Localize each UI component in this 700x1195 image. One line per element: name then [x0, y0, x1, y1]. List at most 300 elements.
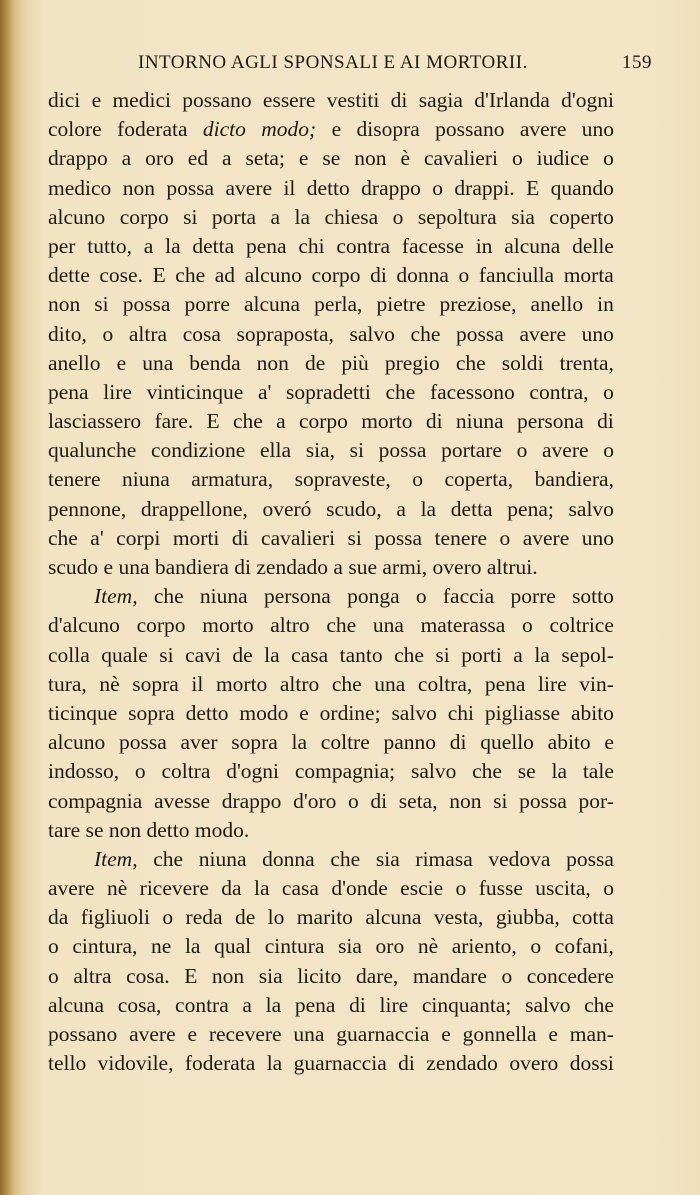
- word: cinquanta;: [421, 992, 512, 1017]
- word: donna: [396, 263, 449, 288]
- word: o: [392, 204, 404, 229]
- word: porre: [184, 292, 230, 317]
- word: sia: [375, 846, 400, 871]
- word: cotta: [572, 905, 614, 930]
- word: bandiera: [154, 555, 235, 579]
- word: o: [501, 963, 513, 988]
- word: coltrice: [549, 613, 614, 638]
- word: e: [103, 555, 119, 579]
- word: la: [165, 233, 181, 258]
- word: essere: [262, 88, 316, 112]
- word: avere: [225, 175, 273, 200]
- text-line: [48, 232, 614, 261]
- word: che: [472, 759, 502, 784]
- word: chi: [298, 233, 325, 258]
- word: corpo: [298, 409, 348, 434]
- word: possa: [378, 438, 427, 463]
- word: vidovile,: [97, 1051, 174, 1076]
- word: quello: [480, 730, 534, 755]
- text-line: [48, 407, 614, 436]
- word: a: [270, 204, 281, 229]
- word: la: [291, 730, 308, 755]
- word: di: [597, 409, 614, 434]
- word: perla,: [314, 292, 363, 317]
- word: fanciulla: [478, 263, 555, 288]
- word: a: [513, 642, 523, 667]
- word: avere: [519, 117, 567, 142]
- word: da: [221, 876, 242, 901]
- word: altra: [73, 963, 112, 988]
- word: sia,: [305, 438, 335, 463]
- word: cavi: [185, 642, 221, 667]
- word: possa: [566, 846, 614, 871]
- word: sopraposta,: [236, 321, 334, 346]
- word: la: [551, 759, 568, 784]
- word: portare: [441, 438, 502, 463]
- word: bandiera,: [534, 467, 614, 492]
- text-line: [48, 436, 614, 465]
- word: avere: [519, 321, 566, 346]
- word: e: [548, 1022, 558, 1046]
- word: vinticinque: [146, 379, 244, 404]
- word: contra: [175, 992, 229, 1017]
- word: dossi: [569, 1051, 614, 1076]
- word: si: [347, 525, 362, 550]
- word: una: [374, 671, 406, 696]
- word: overo: [432, 555, 487, 579]
- word: cosa: [182, 321, 221, 346]
- word: morto: [361, 409, 413, 434]
- word: non: [354, 146, 387, 171]
- word: sia: [258, 963, 283, 988]
- word: contra,: [529, 379, 589, 404]
- word: ponga: [347, 584, 400, 609]
- word: che: [175, 263, 206, 288]
- text-line: [48, 553, 614, 582]
- word: a: [121, 146, 132, 171]
- word: ella: [260, 438, 292, 463]
- text-line: [48, 1020, 614, 1049]
- word: tale: [582, 759, 614, 784]
- word: de: [234, 905, 256, 930]
- word: la: [294, 204, 311, 229]
- word: da: [48, 905, 69, 930]
- word: e: [441, 1022, 451, 1046]
- text-line: [48, 991, 614, 1020]
- word: compagnia;: [294, 759, 396, 784]
- word: chiesa: [324, 204, 379, 229]
- word: alcuno: [48, 730, 106, 755]
- word: seta;: [245, 146, 285, 171]
- word: aver: [180, 730, 218, 755]
- word: a: [242, 992, 252, 1017]
- word: quando: [550, 175, 614, 200]
- word: armatura,: [191, 467, 274, 492]
- word: lire: [538, 671, 567, 696]
- word: niuna: [198, 846, 247, 871]
- word: che: [153, 846, 184, 871]
- word: fare.: [154, 409, 194, 434]
- word: detta: [450, 496, 493, 521]
- text-line: [48, 524, 614, 553]
- word: lire: [379, 992, 409, 1017]
- word: possano: [48, 1022, 118, 1046]
- word: sopra: [231, 730, 278, 755]
- paragraph: [48, 845, 614, 1079]
- word: tura,: [48, 671, 87, 696]
- word: o: [603, 876, 614, 901]
- word: morto: [202, 613, 254, 638]
- word: drappo: [361, 175, 421, 200]
- word: cintura,: [72, 934, 138, 959]
- word: e: [116, 350, 127, 375]
- word: cofani,: [554, 934, 614, 959]
- word: colore: [48, 117, 102, 142]
- word: non: [449, 788, 482, 813]
- word: salvo: [349, 321, 395, 346]
- word: tenere: [48, 467, 101, 492]
- word: cintura: [264, 934, 325, 959]
- word: recevere: [208, 1022, 282, 1046]
- word: de: [232, 642, 253, 667]
- word: fusse: [478, 876, 523, 901]
- word: possa: [166, 175, 215, 200]
- word: chi: [447, 700, 474, 725]
- word: non: [122, 175, 155, 200]
- word: possa: [119, 730, 167, 755]
- text-line: [48, 261, 614, 290]
- word: foderata: [117, 117, 188, 142]
- word: escie: [400, 876, 444, 901]
- word: altro: [270, 613, 310, 638]
- word: possa: [122, 292, 171, 317]
- word: medico: [48, 175, 112, 200]
- word: a: [333, 555, 349, 579]
- word: avere: [48, 876, 95, 901]
- word: uscita,: [535, 876, 591, 901]
- word: cosa,: [117, 992, 162, 1017]
- word: e: [331, 117, 342, 142]
- word: cavalieri: [423, 146, 498, 171]
- word: Item,: [94, 584, 138, 609]
- word: o: [134, 759, 146, 784]
- word: in: [597, 292, 614, 317]
- word: oro: [145, 146, 174, 171]
- word: guarnaccia: [336, 1022, 430, 1046]
- word: a: [222, 146, 232, 171]
- word: disopra: [356, 117, 420, 142]
- text-line: [48, 115, 614, 144]
- word: scudo,: [326, 496, 382, 521]
- word: che: [232, 409, 263, 434]
- word: condizione: [151, 438, 246, 463]
- word: quale: [101, 642, 148, 667]
- text-line: [48, 611, 614, 640]
- word: uno: [581, 117, 614, 142]
- word: anello: [48, 350, 101, 375]
- word: o: [499, 525, 511, 550]
- word: non: [48, 292, 81, 317]
- word: la: [184, 934, 201, 959]
- word: coperto: [549, 204, 614, 229]
- word: la: [265, 992, 282, 1017]
- word: altrui.: [486, 555, 538, 579]
- word: coltra,: [417, 671, 473, 696]
- word: o: [511, 146, 523, 171]
- word: gonnella: [462, 1022, 537, 1046]
- word: avere: [522, 525, 570, 550]
- word: non: [256, 350, 289, 375]
- word: il: [191, 671, 204, 696]
- word: possa: [456, 321, 504, 346]
- word: coltre: [320, 730, 370, 755]
- word: di: [231, 525, 249, 550]
- word: tare: [48, 817, 86, 842]
- word: che: [326, 613, 357, 638]
- word: si: [94, 292, 109, 317]
- word: si: [183, 204, 198, 229]
- text-line: [48, 290, 614, 319]
- word: alcuna: [48, 992, 105, 1017]
- word: o: [603, 379, 614, 404]
- word: non: [211, 963, 245, 988]
- word: oro: [375, 934, 405, 959]
- text-line: [48, 757, 614, 786]
- text-line: [48, 174, 614, 203]
- word: nè: [106, 876, 128, 901]
- word: colla: [48, 642, 90, 667]
- word: seta,: [398, 788, 438, 813]
- word: alcuno: [244, 263, 302, 288]
- word: drappo: [48, 146, 108, 171]
- word: lasciassero: [48, 409, 142, 434]
- word: alcuno: [48, 204, 106, 229]
- word: alcuna: [365, 905, 422, 930]
- page-number: 159: [622, 52, 652, 73]
- body-text: [48, 86, 614, 1078]
- word: sopra: [132, 671, 179, 696]
- word: pietre: [376, 292, 426, 317]
- word: d'onde: [331, 876, 388, 901]
- word: cavalieri: [261, 525, 336, 550]
- word: una: [142, 350, 174, 375]
- word: più: [341, 350, 369, 375]
- word: niuna: [455, 409, 504, 434]
- word: tutto,: [87, 233, 133, 258]
- word: d'ogni: [226, 759, 280, 784]
- word: pena: [484, 671, 526, 696]
- word: o: [348, 788, 359, 813]
- word: zendado: [256, 555, 334, 579]
- word: overó: [262, 496, 312, 521]
- word: pena;: [507, 496, 554, 521]
- word: benda: [189, 350, 241, 375]
- word: salvo: [525, 992, 571, 1017]
- word: sopraveste,: [294, 467, 391, 492]
- word: ticinque: [48, 700, 118, 725]
- word: Item,: [94, 846, 138, 871]
- word: detto: [146, 817, 195, 842]
- word: che: [455, 350, 486, 375]
- word: se: [322, 146, 341, 171]
- text-line: [48, 728, 614, 757]
- word: di: [425, 409, 443, 434]
- word: drappi.: [454, 175, 515, 200]
- word: pena: [294, 992, 336, 1017]
- word: figliuoli: [80, 905, 150, 930]
- word: mandare: [412, 963, 487, 988]
- word: man-: [569, 1022, 614, 1046]
- word: materassa: [420, 613, 506, 638]
- word: di: [370, 263, 387, 288]
- word: alcuna: [243, 292, 301, 317]
- word: donna: [262, 846, 315, 871]
- text-line: [48, 962, 614, 991]
- word: cosa.: [126, 963, 170, 988]
- text-line: [48, 903, 614, 932]
- word: che: [153, 584, 184, 609]
- word: soldi: [501, 350, 544, 375]
- paragraph: [48, 86, 614, 582]
- word: coltra: [161, 759, 211, 784]
- word: pennone,: [48, 496, 127, 521]
- text-line: [48, 349, 614, 378]
- word: corpo: [119, 204, 169, 229]
- word: delle: [572, 233, 614, 258]
- word: ariento,: [451, 934, 517, 959]
- word: si: [435, 642, 450, 667]
- word: detto: [185, 700, 229, 725]
- word: vin-: [579, 671, 614, 696]
- word: a: [143, 233, 154, 258]
- word: modo.: [194, 817, 250, 842]
- word: vestiti: [326, 88, 380, 112]
- word: possa: [374, 525, 423, 550]
- word: che: [394, 642, 424, 667]
- word: corpi: [116, 525, 161, 550]
- word: modo;: [261, 117, 317, 142]
- word: o: [458, 263, 470, 288]
- word: sepol-: [561, 642, 614, 667]
- word: pigliasse: [484, 700, 561, 725]
- word: trenta,: [559, 350, 614, 375]
- word: e: [91, 88, 102, 112]
- word: sopradetti: [286, 379, 371, 404]
- word: che: [330, 846, 361, 871]
- word: o: [603, 438, 614, 463]
- word: salvo: [410, 759, 457, 784]
- text-line: [48, 641, 614, 670]
- word: facesse: [401, 233, 464, 258]
- word: o: [162, 905, 174, 930]
- word: lo: [267, 905, 285, 930]
- word: possano: [182, 88, 252, 112]
- word: indosso,: [48, 759, 120, 784]
- word: detto: [306, 175, 350, 200]
- word: porti: [461, 642, 502, 667]
- word: di: [398, 1051, 415, 1076]
- word: la: [264, 642, 280, 667]
- word: e: [298, 146, 309, 171]
- word: vesta,: [433, 905, 484, 930]
- word: preziose,: [439, 292, 517, 317]
- word: sotto: [572, 584, 614, 609]
- word: non: [108, 817, 147, 842]
- text-line: [48, 320, 614, 349]
- text-line: [48, 874, 614, 903]
- word: tenere: [434, 525, 488, 550]
- word: coperta,: [444, 467, 514, 492]
- word: d'Irlanda: [474, 88, 550, 112]
- word: la: [420, 496, 437, 521]
- word: persona: [516, 409, 584, 434]
- word: altra: [128, 321, 168, 346]
- word: pena: [245, 233, 287, 258]
- word: contra: [336, 233, 391, 258]
- text-line: [48, 670, 614, 699]
- word: ricevere: [139, 876, 209, 901]
- word: si: [493, 788, 508, 813]
- word: che: [410, 321, 441, 346]
- word: o: [522, 613, 533, 638]
- word: detta: [192, 233, 235, 258]
- word: a': [90, 525, 104, 550]
- word: dici: [48, 88, 81, 112]
- word: faccia: [442, 584, 495, 609]
- word: d'oro: [293, 788, 337, 813]
- word: di: [390, 88, 408, 112]
- word: una: [293, 1022, 325, 1046]
- word: marito: [296, 905, 353, 930]
- word: persona: [263, 584, 331, 609]
- word: sopra: [128, 700, 175, 725]
- word: a: [276, 409, 286, 434]
- word: panno: [383, 730, 437, 755]
- word: di: [370, 788, 388, 813]
- word: che: [48, 525, 78, 550]
- text-line: [48, 203, 614, 232]
- word: il: [283, 175, 296, 200]
- word: zendado: [426, 1051, 498, 1076]
- word: por-: [578, 788, 614, 813]
- word: è: [400, 146, 411, 171]
- word: avere: [129, 1022, 176, 1046]
- word: possano: [435, 117, 505, 142]
- word: che: [584, 992, 614, 1017]
- word: in: [475, 233, 493, 258]
- text-line: [48, 1049, 614, 1078]
- word: sue: [348, 555, 383, 579]
- word: avesse: [153, 788, 211, 813]
- word: dare,: [355, 963, 399, 988]
- word: armi,: [382, 555, 433, 579]
- word: niuna: [122, 467, 170, 492]
- word: reda: [185, 905, 223, 930]
- word: una: [118, 555, 155, 579]
- word: casa: [281, 876, 319, 901]
- word: sagia: [418, 88, 463, 112]
- word: la: [266, 1051, 283, 1076]
- word: E: [526, 175, 540, 200]
- word: qual: [214, 934, 252, 959]
- word: e: [604, 730, 614, 755]
- text-line: [48, 699, 614, 728]
- word: tello: [48, 1051, 87, 1076]
- word: de: [304, 350, 326, 375]
- text-line: [48, 144, 614, 173]
- word: per: [48, 233, 76, 258]
- word: niuna: [199, 584, 248, 609]
